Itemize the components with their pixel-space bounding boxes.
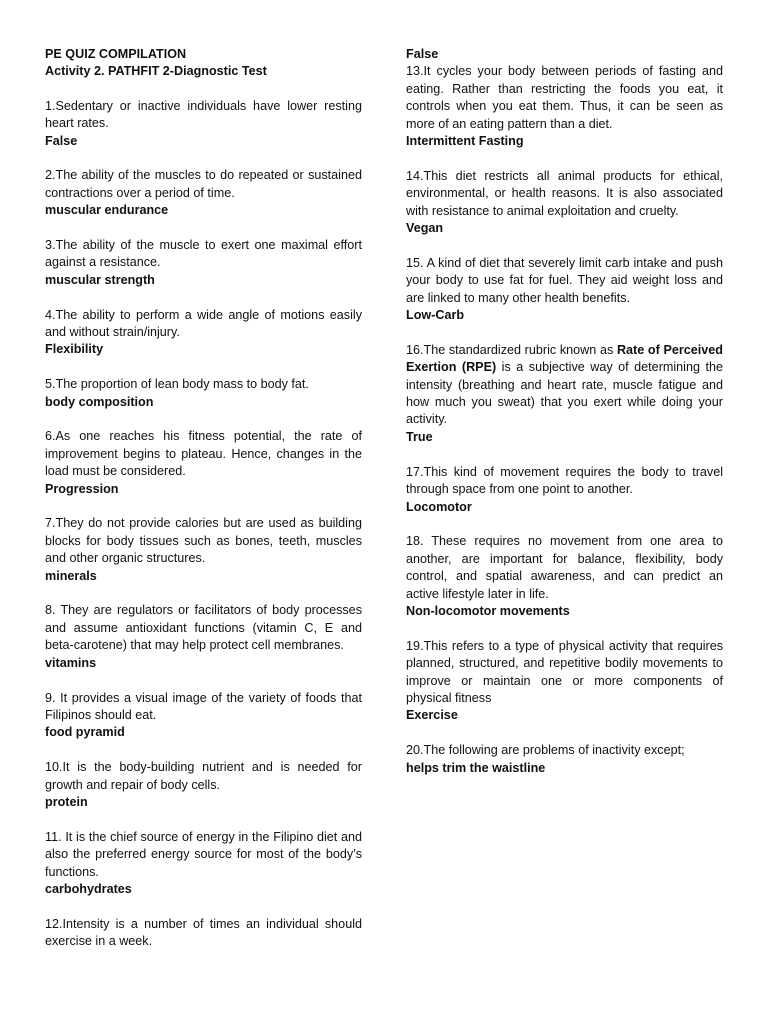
- question-text: 9. It provides a visual image of the variety of foods that Filipinos should eat.: [45, 690, 362, 722]
- answer-text: True: [406, 429, 433, 444]
- document-title: PE QUIZ COMPILATION: [45, 47, 187, 61]
- question-text: 8. They are regulators or facilitators of body processes and assume antioxidant functions (vitamin C, E and beta-carotene) that may help protect cell membranes.: [45, 603, 362, 653]
- rpe-term: Rate of Perceived Exertion (RPE): [406, 342, 723, 375]
- question-text: 11. It is the chief source of energy in the Filipino diet and also the preferred energy source for most of the body’s functions.: [45, 829, 362, 879]
- question-item: [406, 63, 723, 150]
- answer-text: False: [406, 47, 439, 61]
- answer-text: helps trim the waistline: [406, 760, 546, 775]
- answer-text: Exercise: [406, 708, 458, 723]
- question-text: 10.It is the body-building nutrient and is needed for growth and repair of body cells.: [45, 760, 362, 792]
- question-text: 6.As one reaches his fitness potential, the rate of improvement begins to plateau. Hence, changes in the load must be considered.: [45, 429, 362, 479]
- question-text-start: 16.The standardized rubric known as: [406, 342, 617, 357]
- answer-text: minerals: [45, 568, 97, 583]
- answer-text: False: [45, 133, 78, 148]
- question-item: [45, 916, 362, 951]
- question-text: 4.The ability to perform a wide angle of motions easily and without strain/injury.: [45, 307, 362, 340]
- answer-text: carbohydrates: [45, 881, 132, 896]
- question-text: 20.The following are problems of inactivity except;: [406, 743, 685, 758]
- answer-text: vitamins: [45, 655, 97, 670]
- question-item: [45, 428, 362, 498]
- question-text: 14.This diet restricts all animal products for ethical, environmental, or health reasons. It is also associated with resistance to animal exploitation and cruelty.: [406, 168, 723, 218]
- question-item: [45, 376, 362, 411]
- question-item: [45, 759, 362, 811]
- question-item: [45, 307, 362, 359]
- answer-text: muscular endurance: [45, 203, 169, 218]
- answer-text: protein: [45, 794, 88, 809]
- question-item: [406, 342, 723, 446]
- question-text: 15. A kind of diet that severely limit carb intake and push your body to use fat for fuel. They aid weight loss and are linked to many other health benefits.: [406, 255, 723, 305]
- right-column: [406, 46, 723, 1024]
- question-item: [45, 602, 362, 672]
- question-text: 1.Sedentary or inactive individuals have lower resting heart rates.: [45, 98, 362, 131]
- answer-text: food pyramid: [45, 725, 125, 740]
- question-text: 7.They do not provide calories but are used as building blocks for body tissues such as bones, teeth, muscles and other organic structures.: [45, 516, 362, 566]
- answer-text: Flexibility: [45, 342, 104, 357]
- question-item: [45, 167, 362, 219]
- question-text-end: is a subjective way of determining the intensity (breathing and heart rate, muscle fatigue and how much you sweat) that you exert while doing your activity.: [406, 360, 723, 427]
- question-text: 18. These requires no movement from one area to another, are important for balance, flexibility, body control, and spatial awareness, and can predict an active lifestyle later in life.: [406, 534, 723, 601]
- answer-text: Locomotor: [406, 499, 472, 514]
- answer-text: muscular strength: [45, 272, 155, 287]
- question-item: [45, 829, 362, 899]
- question-text: 19.This refers to a type of physical activity that requires planned, structured, and repetitive bodily movements to improve or maintain one or more components of physical fitness: [406, 638, 723, 705]
- answer-text: Low-Carb: [406, 308, 465, 323]
- question-item: [45, 237, 362, 289]
- question-text: [406, 342, 723, 429]
- question-item: [45, 690, 362, 742]
- question-item: [406, 533, 723, 620]
- question-text: 17.This kind of movement requires the body to travel through space from one point to another.: [406, 464, 723, 497]
- answer-text: body composition: [45, 394, 154, 409]
- question-item: [406, 638, 723, 725]
- question-item: [406, 255, 723, 325]
- answer-text: Intermittent Fasting: [406, 134, 524, 149]
- question-text: 5.The proportion of lean body mass to body fat.: [45, 377, 309, 392]
- document-subtitle: Activity 2. PATHFIT 2-Diagnostic Test: [45, 64, 267, 79]
- question-item: [406, 168, 723, 238]
- question-text: 2.The ability of the muscles to do repeated or sustained contractions over a period of time.: [45, 168, 362, 200]
- answer-text: Vegan: [406, 221, 444, 236]
- question-text: 13.It cycles your body between periods of fasting and eating. Rather than restricting the foods you eat, it controls when you eat them. Thus, it can be seen as more of an eating pattern than a diet.: [406, 64, 723, 131]
- question-item: [406, 742, 723, 777]
- question-item: [45, 515, 362, 585]
- left-column: [45, 46, 362, 1024]
- question-item: [45, 98, 362, 150]
- question-item: [406, 464, 723, 516]
- question-text: 12.Intensity is a number of times an individual should exercise in a week.: [45, 916, 362, 949]
- answer-text: Progression: [45, 481, 119, 496]
- question-text: 3.The ability of the muscle to exert one maximal effort against a resistance.: [45, 238, 362, 270]
- answer-text: Non-locomotor movements: [406, 603, 570, 618]
